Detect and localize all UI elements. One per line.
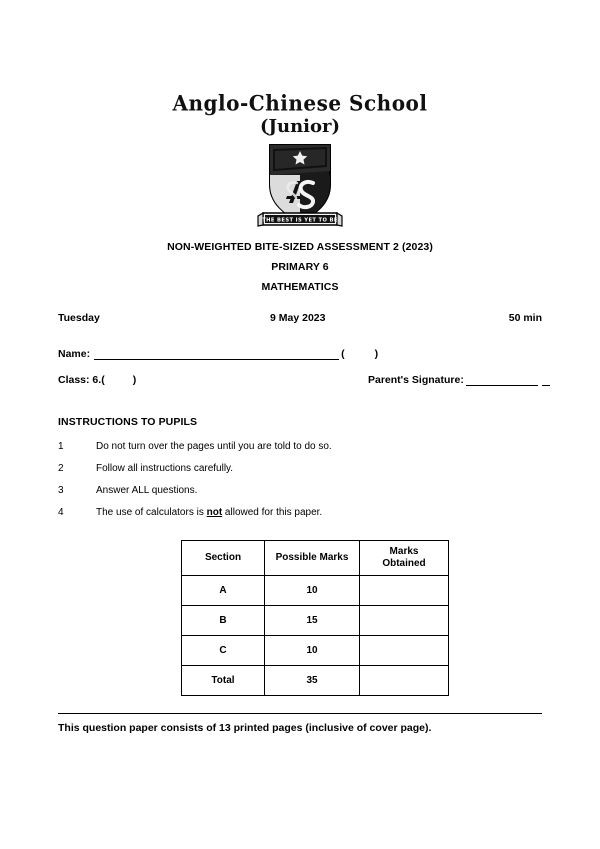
column-header-section: Section: [182, 541, 265, 576]
parent-signature-label: Parent's Signature:: [368, 374, 464, 386]
table-row: [182, 606, 449, 636]
column-header-obtained-line1: Marks: [389, 546, 419, 557]
table-row: [182, 636, 449, 666]
exam-duration: 50 min: [508, 312, 542, 324]
list-item: [58, 502, 518, 524]
instruction-text: Follow all instructions carefully.: [96, 463, 234, 474]
column-header-obtained-line2: Obtained: [382, 558, 426, 569]
column-header-obtained: [360, 541, 449, 576]
cell-section: A: [182, 576, 265, 606]
instruction-number: 4: [58, 507, 64, 518]
instruction-number: 2: [58, 463, 64, 474]
exam-date: 9 May 2023: [270, 312, 326, 324]
subject-title: MATHEMATICS: [261, 281, 339, 293]
name-field-row: [58, 348, 378, 360]
footer-note: This question paper consists of 13 printed pages (inclusive of cover page).: [58, 722, 432, 734]
name-input[interactable]: [94, 348, 339, 360]
instruction-text-before: The use of calculators is: [96, 507, 207, 518]
school-header: [0, 92, 600, 137]
instructions-heading: INSTRUCTIONS TO PUPILS: [58, 416, 198, 428]
class-close: ): [132, 374, 137, 386]
level-title: PRIMARY 6: [271, 261, 329, 273]
marks-summary-table: [181, 540, 449, 696]
cell-possible: 35: [265, 666, 360, 696]
cell-possible: 15: [265, 606, 360, 636]
parent-signature-input-tail[interactable]: [542, 374, 550, 386]
instruction-text: Do not turn over the pages until you are told to do so.: [96, 441, 332, 452]
instruction-text-after: allowed for this paper.: [222, 507, 323, 518]
assessment-title: NON-WEIGHTED BITE-SIZED ASSESSMENT 2 (2023): [167, 241, 433, 253]
school-name: Anglo-Chinese School: [172, 90, 428, 116]
table-row-total: [182, 666, 449, 696]
exam-title-block: [0, 237, 600, 297]
list-item: [58, 480, 518, 502]
cell-possible: 10: [265, 636, 360, 666]
name-index-close: ): [374, 348, 379, 360]
instruction-text: Answer ALL questions.: [96, 485, 198, 496]
table-header-row: [182, 541, 449, 576]
instruction-emphasis: not: [206, 507, 223, 518]
school-crest-container: [0, 141, 600, 234]
instruction-number: 1: [58, 441, 64, 452]
cell-possible: 10: [265, 576, 360, 606]
parent-signature-row: [368, 374, 550, 386]
parent-signature-input[interactable]: [466, 374, 538, 386]
cell-section: B: [182, 606, 265, 636]
school-crest-shield-icon: [257, 141, 343, 229]
exam-day: Tuesday: [58, 312, 100, 324]
footer-divider: [58, 713, 542, 714]
school-division: (Junior): [259, 116, 341, 137]
cell-obtained[interactable]: [360, 576, 449, 606]
list-item: [58, 436, 518, 458]
name-label: Name:: [58, 348, 91, 360]
instruction-number: 3: [58, 485, 64, 496]
cell-obtained[interactable]: [360, 606, 449, 636]
instruction-text: [96, 502, 322, 524]
class-label: Class: 6.(: [58, 374, 105, 386]
name-index-open: (: [341, 348, 345, 360]
list-item: [58, 458, 518, 480]
instructions-list: [58, 436, 518, 524]
svg-text:THE BEST IS YET TO BE: THE BEST IS YET TO BE: [262, 217, 338, 224]
cell-obtained[interactable]: [360, 636, 449, 666]
column-header-possible: Possible Marks: [265, 541, 360, 576]
cell-section: C: [182, 636, 265, 666]
table-row: [182, 576, 449, 606]
crest-motto-banner: [258, 213, 342, 226]
class-field-row: [58, 374, 136, 386]
cell-section: Total: [182, 666, 265, 696]
cell-obtained[interactable]: [360, 666, 449, 696]
